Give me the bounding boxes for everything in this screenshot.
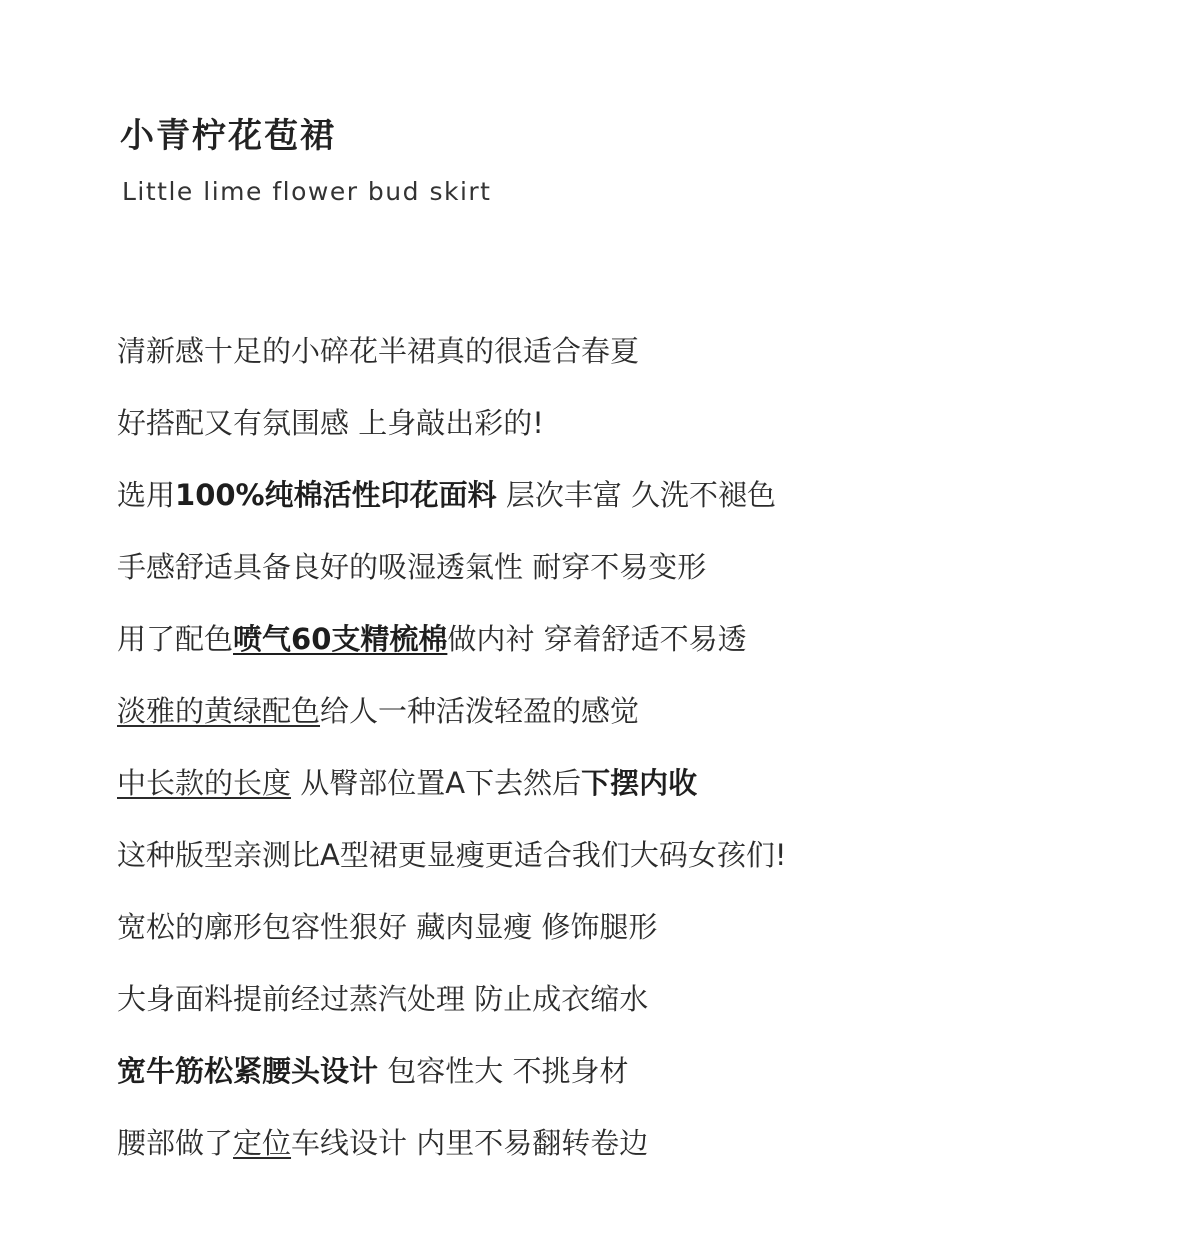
description-line — [117, 1051, 786, 1091]
description-line — [117, 547, 786, 587]
description-line — [117, 331, 786, 371]
description-line — [117, 475, 786, 515]
product-subtitle: Little lime flower bud skirt — [122, 177, 492, 206]
line-text: 好搭配又有氛围感 上身敲出彩的! — [117, 406, 544, 440]
line-text: 宽松的廓形包容性狠好 藏肉显瘦 修饰腿形 — [117, 910, 658, 944]
description-line — [117, 907, 786, 947]
line-text: 做内衬 穿着舒适不易透 — [447, 622, 747, 656]
description-line — [117, 763, 786, 803]
description-line — [117, 979, 786, 1019]
description-list — [117, 331, 786, 1195]
description-line — [117, 1123, 786, 1163]
underlined-text: 定位 — [233, 1126, 292, 1160]
line-text: 用了配色 — [117, 622, 234, 656]
line-text: 大身面料提前经过蒸汽处理 防止成衣缩水 — [117, 982, 649, 1016]
underlined-text: 中长款的长度 — [117, 766, 292, 800]
product-title: 小青柠花苞裙 — [120, 116, 336, 156]
line-text: 手感舒适具备良好的吸湿透氣性 耐穿不易变形 — [117, 550, 707, 584]
line-text: 选用 — [117, 478, 176, 512]
line-text: 包容性大 不挑身材 — [378, 1054, 629, 1088]
underlined-text: 淡雅的黄绿配色 — [117, 694, 321, 728]
description-line — [117, 691, 786, 731]
line-text: 清新感十足的小碎花半裙真的很适合春夏 — [117, 334, 640, 368]
line-text: 车线设计 内里不易翻转卷边 — [291, 1126, 649, 1160]
line-text: 腰部做了 — [117, 1126, 234, 1160]
highlight-text: 下摆内收 — [581, 766, 698, 800]
highlight-text: 喷气60支精梳棉 — [233, 622, 448, 656]
description-line — [117, 619, 786, 659]
highlight-text: 100%纯棉活性印花面料 — [175, 478, 497, 512]
description-line — [117, 835, 786, 875]
highlight-text: 宽牛筋松紧腰头设计 — [117, 1054, 379, 1088]
line-text: 层次丰富 久洗不褪色 — [496, 478, 777, 512]
line-text: 从臀部位置A下去然后 — [291, 766, 582, 800]
line-text: 给人一种活泼轻盈的感觉 — [320, 694, 640, 728]
line-text: 这种版型亲测比A型裙更显瘦更适合我们大码女孩们! — [117, 838, 787, 872]
description-line — [117, 403, 786, 443]
